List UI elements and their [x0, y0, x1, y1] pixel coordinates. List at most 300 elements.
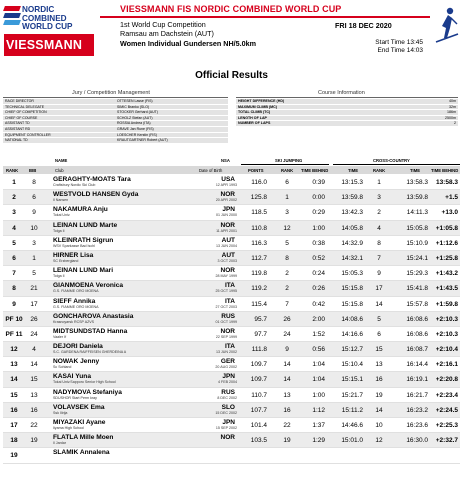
start-time: Start Time 13:45	[375, 39, 423, 46]
rank-cell: 12	[10, 346, 18, 354]
finish-time: 16:14.4	[406, 361, 428, 369]
table-row	[3, 297, 460, 312]
rank-cell: 1	[12, 179, 16, 186]
bib-cell: 6	[32, 194, 36, 202]
jump-points: 103.5	[250, 437, 267, 445]
club-name: WSV Sparkasse Bad Ischl	[53, 243, 95, 248]
cc-rank: 15	[375, 346, 383, 354]
bib-cell: 21	[30, 285, 38, 293]
venue: Ramsau am Dachstein (AUT)	[120, 29, 214, 38]
date-of-birth: 28 MAY 1999	[215, 274, 237, 279]
finish-time: 15:29.3	[406, 270, 428, 278]
jury-row: NATIONAL TD KRAUTGARTNER Robert (AUT)	[3, 138, 228, 144]
jump-time-behind: 1:00	[312, 391, 325, 399]
nsa-code: USA	[221, 176, 235, 183]
cc-rank: 2	[377, 209, 381, 217]
finish-time: 13:59.8	[406, 194, 428, 202]
cc-time: 15:21.7	[341, 391, 363, 399]
bib-cell: 9	[32, 209, 36, 217]
cc-rank: 12	[375, 437, 383, 445]
jump-time-behind: 0:52	[312, 254, 325, 262]
jump-rank: 8	[285, 254, 289, 262]
finish-time: 16:08.6	[406, 330, 428, 338]
table-row	[3, 221, 460, 236]
athlete-name: LEINAN LUND Mari	[53, 267, 114, 275]
bib-cell: 26	[30, 315, 38, 323]
cc-rank: 4	[377, 224, 381, 232]
date-of-birth: 3 OCT 2003	[217, 258, 237, 263]
jump-time-behind: 1:00	[312, 224, 325, 232]
cc-time: 13:42.3	[341, 209, 363, 217]
rank-cell: 13	[10, 361, 18, 369]
col-dob: Date of Birth	[199, 168, 223, 173]
jump-points: 116.0	[251, 179, 267, 186]
jump-rank: 19	[283, 437, 291, 445]
athlete-name: WESTVOLD HANSEN Gyda	[53, 191, 139, 199]
jump-points: 110.7	[251, 391, 267, 399]
table-row	[3, 388, 460, 403]
col-rank: RANK	[6, 168, 19, 173]
rank-cell: 5	[12, 239, 16, 247]
jump-points: 109.7	[250, 361, 267, 369]
date-of-birth: 15 SEP 2002	[215, 426, 237, 430]
club-name: Krasnoyarsk RCSP AZVS	[53, 319, 95, 324]
date-of-birth: 11 APR 2001	[216, 228, 237, 233]
rank-cell: PF 10	[5, 315, 23, 323]
jump-points: 119.2	[251, 285, 267, 293]
club-name: Tolga Il	[53, 274, 65, 279]
cc-time: 14:46.6	[341, 422, 363, 429]
athlete-name: FLATLA Mille Moen	[53, 434, 114, 442]
athlete-name: KLEINRATH Sigrun	[53, 236, 114, 244]
col-sj-rank: RANK	[281, 168, 294, 173]
table-row	[3, 251, 460, 266]
jump-points: 97.7	[254, 330, 267, 338]
table-row	[3, 190, 460, 205]
athlete-name: KASAI Yuna	[53, 373, 91, 381]
finish-time: 16:23.2	[406, 406, 428, 414]
table-row	[3, 403, 460, 418]
nsa-code: NOR	[220, 267, 235, 275]
finish-time: 15:05.8	[406, 224, 428, 232]
jump-time-behind: 0:38	[312, 239, 325, 247]
bib-cell: 10	[30, 224, 38, 232]
jump-time-behind: 0:56	[312, 346, 325, 354]
col-name: NAME	[55, 158, 68, 163]
nsa-code: JPN	[222, 206, 235, 214]
athlete-name: SLAMIK Annalena	[53, 449, 110, 457]
jump-points: 110.8	[251, 224, 267, 232]
jump-points: 111.8	[251, 346, 267, 354]
col-time-behind: TIME BEHIND	[431, 168, 459, 173]
cc-time: 15:12.7	[341, 346, 363, 354]
course-row: HEIGHT DIFFERENCE (HD) 40m	[238, 99, 456, 103]
athlete-name: GIANMOENA Veronica	[53, 282, 124, 290]
jump-time-behind: 0:39	[312, 179, 325, 186]
club-name: Il Jardar	[53, 441, 66, 446]
course-row: NUMBER OF LAPS 2	[238, 121, 456, 126]
date-of-birth: 4 FEB 2004	[218, 380, 237, 385]
course-row: TOTAL CLIMB (TC) 186m	[238, 110, 456, 115]
course-row: MAXIMUM CLIMB (MC) 32m	[238, 104, 456, 109]
club-name: SDUSHOR Start Perm kray	[53, 395, 97, 400]
table-row	[3, 448, 460, 463]
jump-time-behind: 1:52	[312, 330, 325, 338]
club-name: G.S. FIAMME ORO MOENA	[53, 289, 99, 294]
finish-time-behind: +2:32.7	[435, 437, 458, 445]
results-header	[0, 0, 463, 62]
rank-cell: PF 11	[5, 330, 23, 338]
jump-rank: 6	[285, 179, 289, 186]
athlete-name: NADYMOVA Stefaniya	[53, 388, 122, 396]
logo-line1: NORDIC	[22, 5, 55, 14]
bib-cell: 4	[32, 346, 36, 354]
cc-rank: 9	[377, 270, 381, 278]
col-points: POINTS	[248, 168, 264, 173]
club-name: SC Erzbergland	[53, 258, 79, 263]
date-of-birth: 25 OCT 1995	[215, 289, 237, 294]
jump-rank: 5	[285, 239, 289, 247]
date-of-birth: 13 JUN 2004	[216, 243, 237, 248]
athlete-name: MIDTSUNDSTAD Hanna	[53, 327, 128, 335]
logo-line3: WORLD CUP	[22, 22, 73, 31]
rank-cell: 19	[10, 452, 18, 460]
finish-time-behind: +1:43.5	[435, 285, 458, 293]
cc-time: 14:32.1	[341, 254, 363, 262]
jump-points: 118.5	[251, 209, 267, 217]
cc-time: 14:08.6	[341, 315, 363, 323]
finish-time: 15:24.1	[406, 254, 428, 262]
jump-rank: 7	[285, 300, 289, 308]
jump-time-behind: 1:12	[312, 406, 325, 414]
jury-heading: Jury / Competition Management	[72, 90, 150, 96]
athlete-name: GERAGHTY-MOATS Tara	[53, 176, 131, 183]
finish-time-behind: +2:10.4	[435, 346, 458, 354]
sponsor-logo: VIESSMANN	[4, 34, 94, 56]
col-sj-time-behind: TIME BEHIND	[301, 168, 329, 173]
cc-time: 15:10.4	[341, 361, 363, 369]
date-of-birth: 20 AUG 2002	[215, 365, 237, 370]
nsa-code: NOR	[220, 327, 235, 335]
jump-time-behind: 2:00	[312, 315, 325, 323]
finish-time-behind: +13.0	[441, 209, 458, 217]
table-row	[3, 236, 460, 251]
nsa-code: ITA	[225, 297, 235, 305]
rank-cell: 16	[10, 406, 18, 414]
date-of-birth: 13 JUN 2002	[216, 350, 237, 355]
cc-rank: 3	[377, 194, 381, 202]
table-row	[3, 175, 460, 190]
col-bib: BIB	[29, 168, 37, 173]
finish-time-behind: +1:12.6	[435, 239, 458, 247]
cc-rank: 16	[375, 376, 383, 384]
jump-points: 112.7	[251, 254, 267, 262]
club-name: Sc Sohland	[53, 365, 72, 370]
nordic-combined-logo	[4, 4, 94, 60]
rank-cell: 18	[10, 437, 18, 445]
logo-line2: COMBINED	[22, 13, 67, 23]
athlete-name: LEINAN LUND Marte	[53, 221, 118, 229]
jury-row: CHIEF OF COMPETITION STOCKER Gerhard (AUT)	[3, 110, 228, 116]
finish-time-behind: +1:59.8	[435, 300, 458, 308]
jump-rank: 1	[285, 194, 289, 202]
skier-pictogram-icon	[432, 4, 460, 48]
jump-time-behind: 1:04	[312, 376, 325, 384]
bib-cell: 3	[32, 239, 36, 247]
cc-rank: 14	[375, 300, 383, 308]
cc-time: 13:15.3	[341, 179, 363, 186]
finish-time-behind: +1:25.8	[435, 254, 458, 262]
jump-points: 115.4	[251, 300, 267, 308]
jump-time-behind: 1:37	[312, 422, 325, 429]
cc-rank: 8	[377, 239, 381, 247]
finish-time-behind: +1:43.2	[435, 270, 458, 278]
group-cross-country: CROSS-COUNTRY	[373, 158, 410, 163]
jump-time-behind: 1:04	[312, 361, 325, 369]
event-series-title: VIESSMANN FIS NORDIC COMBINED WORLD CUP	[120, 4, 342, 14]
jump-time-behind: 0:24	[312, 270, 325, 278]
date-of-birth: 01 OCT 1999	[215, 319, 237, 324]
jump-rank: 12	[283, 224, 291, 232]
table-row	[3, 342, 460, 357]
cc-time: 15:01.0	[341, 437, 363, 445]
nsa-code: AUT	[221, 251, 235, 259]
table-row	[3, 312, 460, 327]
fis-logo-icon	[4, 6, 20, 26]
jump-rank: 26	[283, 315, 291, 323]
finish-time: 16:30.0	[406, 437, 428, 445]
nsa-code: JPN	[222, 373, 235, 381]
rank-cell: 7	[12, 270, 16, 278]
course-row: LENGTH OF LAP 2500m	[238, 115, 456, 120]
course-heading: Course Information	[318, 90, 365, 96]
jump-points: 116.3	[251, 239, 267, 247]
finish-time-behind: +2:23.4	[435, 391, 458, 399]
header-divider	[100, 16, 430, 18]
athlete-name: SIEFF Annika	[53, 297, 96, 305]
date-of-birth: 22 SEP 1999	[215, 334, 237, 339]
finish-time: 14:11.3	[406, 209, 428, 217]
table-row	[3, 433, 460, 448]
jump-time-behind: 1:29	[312, 437, 325, 445]
jury-divider	[3, 97, 228, 98]
table-row	[3, 327, 460, 342]
bib-cell: 24	[30, 330, 38, 338]
jump-points: 125.8	[250, 194, 267, 202]
finish-time: 16:23.6	[406, 422, 428, 429]
end-time: End Time 14:03	[377, 47, 423, 54]
jump-rank: 24	[283, 330, 291, 338]
date-of-birth: 12 APR 1993	[215, 183, 237, 187]
table-row	[3, 266, 460, 281]
cc-time: 15:15.8	[341, 285, 363, 293]
finish-time-behind: +2:10.3	[435, 315, 458, 323]
cc-rank: 19	[375, 391, 383, 399]
jump-rank: 14	[283, 361, 291, 369]
nsa-code: AUT	[221, 236, 235, 244]
date-of-birth: 15 DEC 2002	[215, 410, 237, 415]
athlete-name: GONCHAROVA Anastasia	[53, 312, 134, 320]
course-info-list	[236, 99, 458, 127]
athlete-name: HIRNER Lisa	[53, 251, 94, 259]
finish-time: 16:08.6	[406, 315, 428, 323]
jump-rank: 2	[285, 285, 289, 293]
finish-time-behind: +2:24.5	[435, 406, 458, 414]
jump-time-behind: 0:26	[312, 285, 325, 293]
nsa-code: NOR	[220, 191, 235, 199]
finish-time-behind: +2:20.8	[435, 376, 458, 384]
finish-time-behind: 13:58.3	[435, 179, 458, 186]
club-name: G.S. FIAMME ORO MOENA	[53, 304, 99, 309]
date-of-birth: 8 DEC 2002	[217, 395, 237, 400]
cc-time: 15:15.1	[341, 376, 363, 384]
jury-row: RACE DIRECTOR OTTESEN Lasse (FIS)	[3, 99, 228, 105]
jump-rank: 22	[283, 422, 291, 429]
cc-rank: 13	[375, 361, 383, 369]
cc-time: 14:05.8	[341, 224, 363, 232]
bib-cell: 14	[30, 361, 38, 369]
cc-rank: 14	[375, 406, 383, 414]
jump-rank: 13	[283, 391, 291, 399]
bib-cell: 19	[30, 437, 38, 445]
finish-time: 15:41.8	[406, 285, 428, 293]
cc-time: 14:32.9	[341, 239, 363, 247]
jury-row: ASSISTANT TD ROSSIA Andrea (ITA)	[3, 121, 228, 127]
athlete-name: VOLAVSEK Ema	[53, 403, 105, 411]
group-ski-jumping: SKI JUMPING	[275, 158, 303, 163]
finish-time-behind: +1.5	[445, 194, 458, 202]
col-nsa: NSA	[221, 158, 230, 163]
athlete-name: MIYAZAKI Ayane	[53, 419, 106, 426]
rank-cell: 6	[12, 254, 16, 262]
nsa-code: SLO	[221, 403, 235, 411]
bib-cell: 5	[32, 270, 36, 278]
jury-row: CHIEF OF COURSE SCHOLZ Stefan (AUT)	[3, 116, 228, 122]
nsa-code: JPN	[222, 419, 235, 426]
date-of-birth: 01 JUN 2000	[216, 213, 237, 218]
finish-time: 13:58.3	[406, 179, 428, 186]
bib-cell: 8	[32, 179, 36, 186]
jump-rank: 16	[283, 406, 291, 414]
jump-points: 95.7	[254, 315, 267, 323]
nsa-code: ITA	[225, 282, 235, 290]
finish-time: 15:57.8	[406, 300, 428, 308]
cc-rank: 10	[375, 422, 383, 429]
finish-time-behind: +1:05.8	[435, 224, 458, 232]
club-name: Il Nansen	[53, 198, 69, 203]
table-row	[3, 205, 460, 220]
jump-time-behind: 0:00	[312, 194, 325, 202]
col-time: TIME	[410, 168, 421, 173]
table-row	[3, 281, 460, 296]
finish-time: 15:10.9	[406, 239, 428, 247]
finish-time-behind: +2:25.3	[435, 422, 458, 429]
jury-list	[3, 99, 228, 144]
cc-rank: 6	[377, 330, 381, 338]
jump-rank: 9	[285, 346, 289, 354]
rank-cell: 14	[10, 376, 18, 384]
nsa-code: GER	[220, 358, 235, 366]
cc-time: 15:11.2	[341, 406, 363, 414]
club-name: Tokai Univ.	[53, 213, 71, 218]
competition-name: 1st World Cup Competition	[120, 20, 206, 29]
finish-time: 16:21.7	[406, 391, 428, 399]
club-name: Vaaler If	[53, 334, 67, 339]
athlete-name: NAKAMURA Anju	[53, 206, 108, 214]
jump-rank: 3	[285, 209, 289, 217]
bib-cell: 1	[32, 254, 36, 262]
club-name: S.C. GARDENA RAIFFEISEN GHERDEINA A	[53, 350, 127, 355]
cc-time: 14:16.6	[341, 330, 363, 338]
cc-time: 13:59.8	[341, 194, 363, 202]
rank-cell: 4	[12, 224, 16, 232]
results-table-body	[3, 175, 460, 464]
jump-rank: 2	[285, 270, 289, 278]
bib-cell: 13	[30, 391, 38, 399]
club-name: Tolga Il	[53, 228, 65, 233]
nsa-code: RUS	[221, 388, 235, 396]
cc-rank: 7	[377, 254, 381, 262]
jury-row: TECHNICAL DELEGATE SIMIC Branko (SLO)	[3, 105, 228, 111]
cc-rank: 1	[377, 179, 381, 186]
club-name: Ssk Ilirija	[53, 410, 68, 415]
course-divider	[236, 97, 458, 98]
jump-time-behind: 0:29	[312, 209, 325, 217]
rank-cell: 3	[12, 209, 16, 217]
jump-points: 109.7	[250, 376, 267, 384]
jump-points: 107.7	[250, 406, 267, 414]
table-row	[3, 357, 460, 372]
col-cc-time: TIME	[348, 168, 359, 173]
bib-cell: 17	[30, 300, 38, 308]
bib-cell: 15	[30, 376, 38, 384]
event-date: FRI 18 DEC 2020	[335, 21, 392, 30]
club-name: Tokai Univ.Sapporo Senior High School	[53, 380, 116, 385]
bib-cell: 22	[30, 422, 38, 429]
finish-time: 16:19.1	[406, 376, 428, 384]
event-name: Women Individual Gundersen NH/5.0km	[120, 39, 257, 48]
cc-rank: 5	[377, 315, 381, 323]
date-of-birth: 20 APR 2002	[215, 198, 237, 203]
finish-time-behind: +2:16.1	[435, 361, 458, 369]
col-club: Club	[55, 168, 64, 173]
jury-row: ASSISTANT RD GRAVE Jan Rune (FIS)	[3, 127, 228, 133]
jump-time-behind: 0:42	[312, 300, 325, 308]
rank-cell: 2	[12, 194, 16, 202]
table-row	[3, 372, 460, 387]
date-of-birth: 27 OCT 2003	[215, 304, 237, 309]
cc-time: 15:15.8	[341, 300, 363, 308]
results-table-header	[3, 157, 460, 175]
rank-cell: 9	[12, 300, 16, 308]
club-name: Iiyama High School	[53, 426, 84, 430]
page-title: Official Results	[195, 70, 268, 81]
jump-points: 101.4	[250, 422, 267, 429]
nsa-code: NOR	[220, 221, 235, 229]
athlete-name: DEJORI Daniela	[53, 343, 103, 351]
rank-cell: 17	[10, 422, 18, 429]
jump-points: 119.8	[251, 270, 267, 278]
jump-rank: 14	[283, 376, 291, 384]
table-row	[3, 418, 460, 433]
club-name: Craftsbury Nordic Ski Club	[53, 183, 96, 187]
rank-cell: 8	[12, 285, 16, 293]
nsa-code: RUS	[221, 312, 235, 320]
athlete-name: NOWAK Jenny	[53, 358, 100, 366]
nsa-code: NOR	[220, 434, 235, 442]
finish-time: 16:08.7	[406, 346, 428, 354]
bib-cell: 16	[30, 406, 38, 414]
